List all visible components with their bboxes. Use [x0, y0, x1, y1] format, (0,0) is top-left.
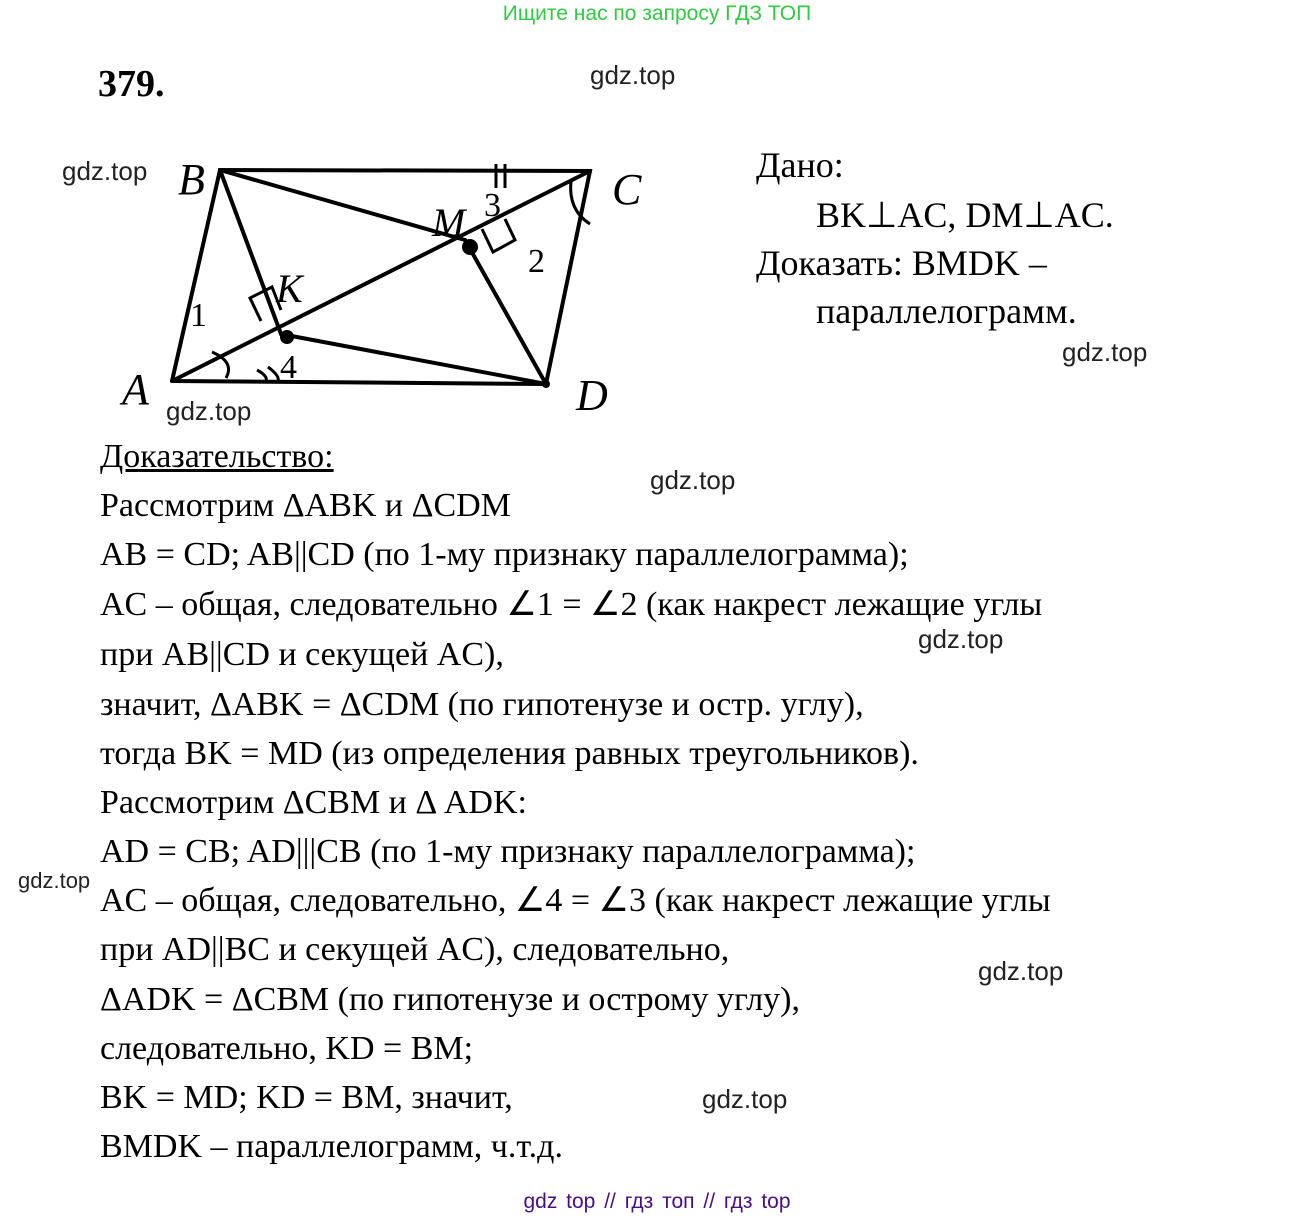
- segment-bk: [220, 170, 281, 334]
- watermark: gdz.top: [978, 956, 1064, 986]
- angle-label-2: 2: [528, 243, 545, 280]
- vertex-b: B: [178, 155, 205, 204]
- given-conditions: BK⊥AC, DM⊥AC.: [816, 195, 1114, 235]
- proof-line: следовательно, KD = BM;: [100, 1030, 474, 1067]
- given-label: Дано:: [756, 145, 844, 185]
- watermark: gdz.top: [650, 465, 736, 495]
- watermark: gdz.top: [1062, 337, 1148, 367]
- proof-line: при AB||CD и секущей AC),: [100, 636, 504, 673]
- proof-line: при AD||BC и секущей AC), следовательно,: [100, 931, 730, 968]
- proof-line: ΔADK = ΔCBM (по гипотенузе и острому углу),: [100, 981, 801, 1018]
- watermark: gdz.top: [918, 624, 1004, 654]
- segment-kd: [281, 334, 546, 384]
- vertex-m: M: [432, 200, 466, 245]
- vertex-d: D: [576, 371, 608, 420]
- prove-statement: параллелограмм.: [816, 291, 1077, 331]
- watermark: gdz.top: [166, 396, 252, 426]
- point-k: [280, 330, 294, 344]
- segment-bm: [220, 170, 465, 240]
- search-banner[interactable]: Ищите нас по запросу ГДЗ ТОП: [502, 2, 812, 25]
- watermark: gdz.top: [702, 1084, 788, 1114]
- proof-line: значит, ΔABK = ΔCDM (по гипотенузе и остр. углу),: [100, 686, 864, 723]
- proof-line: BK = MD; KD = BM, значит,: [100, 1079, 513, 1116]
- proof-line: Рассмотрим ΔCBM и Δ ADK:: [100, 784, 527, 821]
- problem-number: 379.: [98, 63, 165, 105]
- watermark: gdz.top: [62, 156, 148, 186]
- proof-line: AD = CB; AD|||CB (по 1-му признаку параллелограмма);: [100, 833, 916, 870]
- proof-line: Рассмотрим ΔABK и ΔCDM: [100, 487, 511, 524]
- proof-line: BMDK – параллелограмм, ч.т.д.: [100, 1128, 563, 1165]
- footer-links[interactable]: gdz top // гдз топ // гдз top: [523, 1190, 791, 1213]
- vertex-a: A: [122, 365, 149, 414]
- proof-title: Доказательство:: [100, 438, 334, 475]
- vertex-c: C: [612, 165, 642, 214]
- watermark: gdz.top: [18, 868, 91, 893]
- prove-label: Доказать: BMDK –: [756, 243, 1047, 283]
- point-d: [542, 380, 550, 388]
- proof-line: тогда BK = MD (из определения равных треугольников).: [100, 735, 919, 772]
- vertex-k: K: [276, 266, 303, 311]
- watermark: gdz.top: [590, 60, 676, 90]
- angle-label-1: 1: [190, 297, 207, 334]
- proof-line: AB = CD; AB||CD (по 1-му признаку параллелограмма);: [100, 536, 909, 573]
- proof-line: AC – общая, следовательно ∠1 = ∠2 (как накрест лежащие углы: [100, 586, 1043, 623]
- angle-label-4: 4: [280, 349, 297, 386]
- angle-label-3: 3: [484, 187, 501, 224]
- proof-line: AC – общая, следовательно, ∠4 = ∠3 (как накрест лежащие углы: [100, 882, 1051, 919]
- parallelogram-figure: [50, 140, 670, 430]
